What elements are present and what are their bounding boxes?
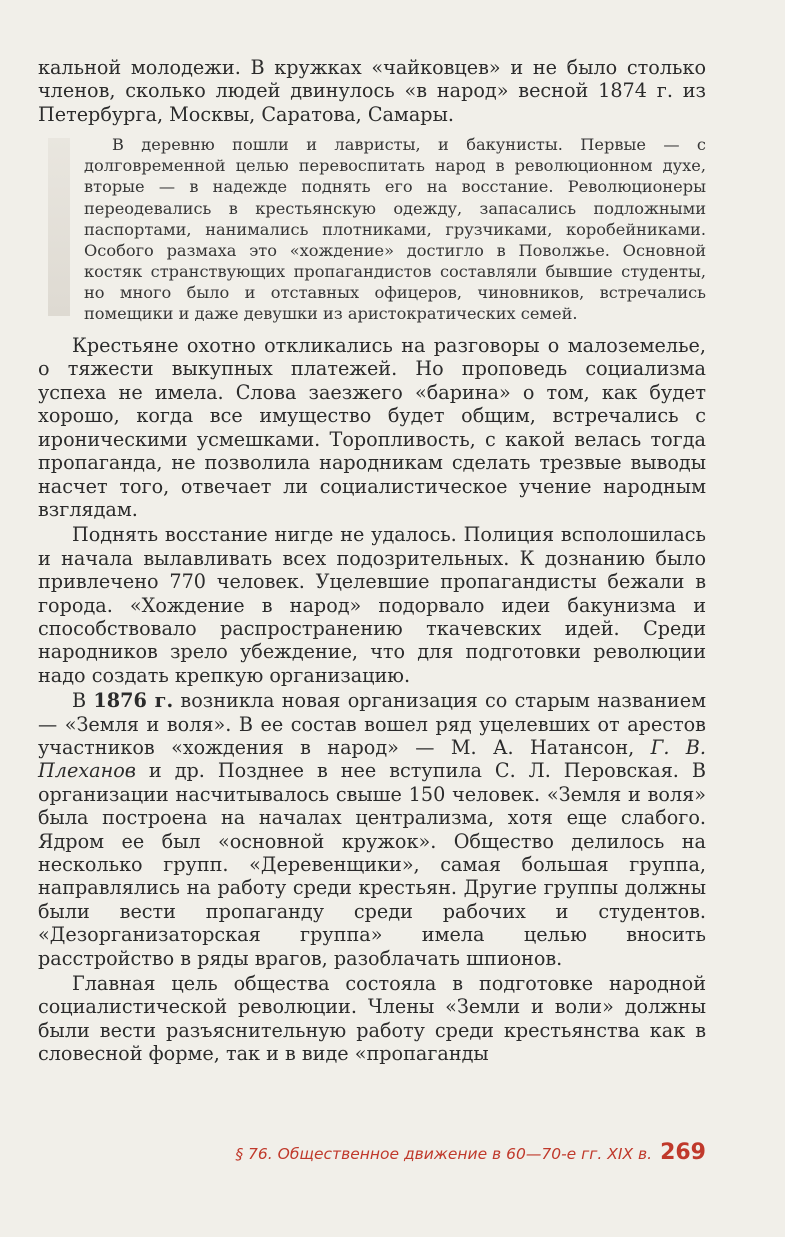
paragraph-1: кальной молодежи. В кружках «чайковцев» и не было столько членов, сколько людей двинулось «в народ» весной 1874 г. из Петербурга, Москвы, Саратова, Самары. <box>38 56 706 126</box>
paragraph-4-start: В <box>72 689 94 713</box>
page-content <box>38 56 706 1066</box>
paragraph-4 <box>38 689 706 970</box>
extract-marker-bar <box>48 138 70 316</box>
paragraph-4-part-c: и др. Позднее в нее вступила С. Л. Перовская. В организации насчитывалось свыше 150 человек. «Земля и воля» была построена на началах централизма, хотя еще слабого. Ядром ее был «основной кружок». Общество делилось на несколько групп. «Деревенщики», самая большая группа, направлялись на работу среди крестьян. Другие группы должны были вести пропаганду среди рабочих и студентов. «Дезорганизаторская группа» имела целью вносить расстройство в ряды врагов, разоблачать шпионов. <box>38 759 706 970</box>
section-title: § 76. Общественное движение в 60—70-е гг. XIX в. <box>235 1145 653 1163</box>
paragraph-3: Поднять восстание нигде не удалось. Полиция всполошилась и начала вылавливать всех подозрительных. К дознанию было привлечено 770 человек. Уцелевшие пропагандисты бежали в города. «Хождение в народ» подорвало идеи бакунизма и способствовало распространению ткачевских идей. Среди народников зрело убеждение, что для подготовки революции надо создать крепкую организацию. <box>38 523 706 687</box>
name-plekhanov: Г. В. Плеханов <box>38 735 706 783</box>
page-number: 269 <box>660 1140 706 1165</box>
page-footer <box>160 1140 706 1165</box>
extract-text: В деревню пошли и лавристы, и бакунисты. Первые — с долговременной целью перевоспитать народ в революционном духе, вторые — в надежде поднять его на восстание. Революционеры переодевались в крестьянскую одежду, запасались подложными паспортами, нанимались плотниками, грузчиками, коробейниками. Особого размаха это «хождение» достигло в Поволжье. Основной костяк странствующих пропагандистов составляли бывшие студенты, но много было и отставных офицеров, чиновников, встречались помещики и даже девушки из аристократических семей. <box>84 135 706 323</box>
year-1876: 1876 г. <box>93 689 174 713</box>
paragraph-2: Крестьяне охотно откликались на разговоры о малоземелье, о тяжести выкупных платежей. Но проповедь социализма успеха не имела. Слова заезжего «барина» о том, как будет хорошо, когда все имущество будет общим, встречались с ироническими усмешками. Торопливость, с какой велась тогда пропаганда, не позволила народникам сделать трезвые выводы насчет того, отвечает ли социалистическое учение народным взглядам. <box>38 334 706 521</box>
paragraph-4-part-b: возникла новая организация со старым названием — «Земля и воля». В ее состав вошел ряд уцелевших от арестов участников «хождения в народ» — М. А. Натансон, <box>38 689 706 759</box>
document-extract <box>38 134 706 324</box>
paragraph-5: Главная цель общества состояла в подготовке народной социалистической революции. Члены «Земли и воли» должны были вести разъяснительную работу среди крестьянства как в словесной форме, так и в виде «пропаганды <box>38 972 706 1066</box>
